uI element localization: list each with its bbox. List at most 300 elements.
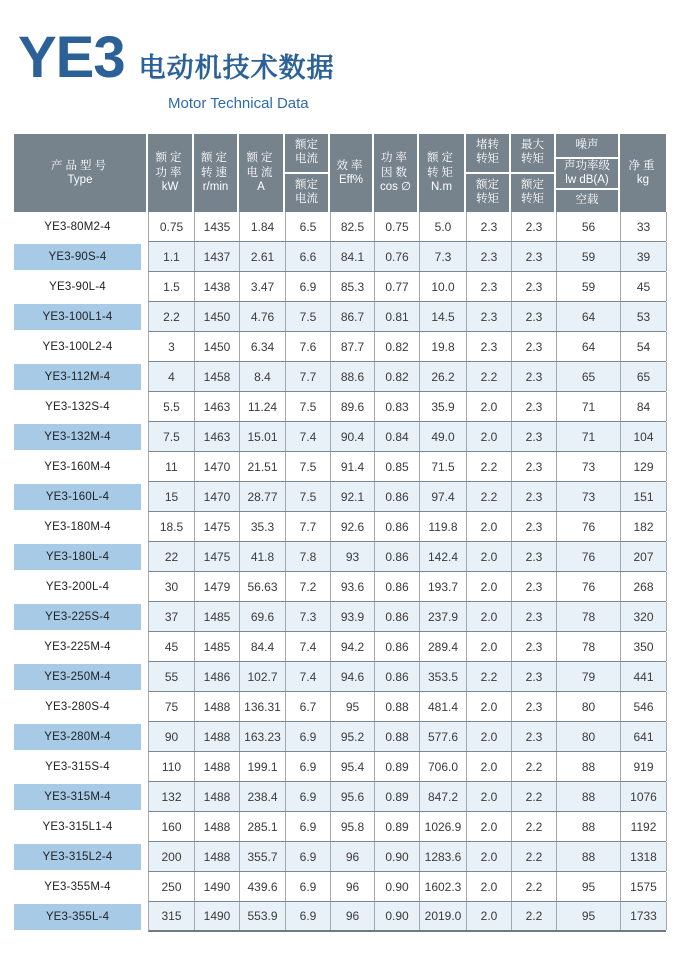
cell-net-weight: 207 (621, 542, 667, 571)
cell-rated-torque: 481.4 (420, 692, 467, 721)
cell-rated-speed: 1450 (195, 302, 240, 331)
cell-rated-torque: 10.0 (420, 272, 467, 301)
cell-rated-power: 90 (149, 722, 195, 751)
row-values (148, 392, 666, 422)
cell-max-torque-ratio: 2.3 (512, 452, 557, 481)
type-cell (14, 424, 141, 450)
cell-rated-speed: 1470 (195, 452, 240, 481)
col-header-rated-current: 额定 电流 A (239, 134, 285, 212)
cell-rated-speed: 1438 (195, 272, 240, 301)
cell-rated-power: 22 (149, 542, 195, 571)
cell-max-torque-ratio: 2.3 (512, 632, 557, 661)
cell-max-torque-ratio: 2.3 (512, 722, 557, 751)
table-row (14, 632, 666, 662)
cell-noise: 65 (557, 362, 621, 391)
cell-efficiency: 96 (331, 872, 375, 901)
cell-net-weight: 151 (621, 482, 667, 511)
cell-current-ratio: 6.5 (286, 212, 331, 241)
cell-efficiency: 93 (331, 542, 375, 571)
table-row (14, 392, 666, 422)
table-row (14, 662, 666, 692)
cell-efficiency: 95.4 (331, 752, 375, 781)
cell-net-weight: 919 (621, 752, 667, 781)
row-values (148, 842, 666, 872)
cell-noise: 76 (557, 542, 621, 571)
cell-locked-torque-ratio: 2.0 (467, 602, 512, 631)
cell-efficiency: 94.6 (331, 662, 375, 691)
cell-efficiency: 91.4 (331, 452, 375, 481)
cell-rated-torque: 26.2 (420, 362, 467, 391)
cell-rated-torque: 289.4 (420, 632, 467, 661)
cell-power-factor: 0.84 (375, 422, 420, 451)
row-values (148, 362, 666, 392)
cell-rated-speed: 1485 (195, 632, 240, 661)
cell-efficiency: 93.6 (331, 572, 375, 601)
cell-locked-torque-ratio: 2.3 (467, 302, 512, 331)
col-header-power-factor: 功率 因数 cos ∅ (374, 134, 419, 212)
type-cell (14, 812, 141, 842)
cell-rated-power: 1.1 (149, 242, 195, 271)
cell-locked-torque-ratio: 2.0 (467, 782, 512, 811)
cell-net-weight: 1575 (621, 872, 667, 901)
cell-net-weight: 441 (621, 662, 667, 691)
cell-power-factor: 0.86 (375, 632, 420, 661)
cell-rated-current: 136.31 (240, 692, 286, 721)
cell-rated-power: 315 (149, 902, 195, 930)
cell-net-weight: 1192 (621, 812, 667, 841)
cell-locked-torque-ratio: 2.0 (467, 392, 512, 421)
cell-rated-torque: 706.0 (420, 752, 467, 781)
cell-max-torque-ratio: 2.2 (512, 842, 557, 871)
row-values (148, 782, 666, 812)
cell-current-ratio: 7.6 (286, 332, 331, 361)
row-values (148, 482, 666, 512)
col-header-rated-power: 额定 功率 kW (148, 134, 194, 212)
type-cell (14, 664, 141, 690)
col-header-rated-speed: 额定 转速 r/min (194, 134, 239, 212)
table-row (14, 752, 666, 782)
motor-model: YE3-90L-4 (49, 281, 106, 293)
table-row (14, 782, 666, 812)
cell-current-ratio: 7.7 (286, 512, 331, 541)
cell-current-ratio: 7.3 (286, 602, 331, 631)
cell-current-ratio: 6.9 (286, 782, 331, 811)
table-row (14, 572, 666, 602)
cell-rated-torque: 142.4 (420, 542, 467, 571)
motor-model: YE3-225S-4 (45, 611, 110, 623)
cell-efficiency: 95.8 (331, 812, 375, 841)
cell-rated-speed: 1435 (195, 212, 240, 241)
cell-power-factor: 0.86 (375, 602, 420, 631)
cell-locked-torque-ratio: 2.0 (467, 872, 512, 901)
cell-current-ratio: 7.5 (286, 302, 331, 331)
table-row (14, 362, 666, 392)
table-row (14, 902, 666, 932)
row-values (148, 722, 666, 752)
cell-net-weight: 1318 (621, 842, 667, 871)
cell-power-factor: 0.86 (375, 482, 420, 511)
col-header-type: 产品型号 Type (14, 134, 148, 212)
motor-model: YE3-132M-4 (44, 431, 111, 443)
cell-net-weight: 65 (621, 362, 667, 391)
cell-locked-torque-ratio: 2.0 (467, 812, 512, 841)
cell-max-torque-ratio: 2.2 (512, 812, 557, 841)
row-values (148, 512, 666, 542)
cell-rated-torque: 1283.6 (420, 842, 467, 871)
cell-rated-power: 2.2 (149, 302, 195, 331)
cell-max-torque-ratio: 2.3 (512, 212, 557, 241)
cell-net-weight: 182 (621, 512, 667, 541)
row-values (148, 572, 666, 602)
cell-current-ratio: 6.9 (286, 902, 331, 930)
motor-model: YE3-100L1-4 (42, 311, 113, 323)
cell-efficiency: 82.5 (331, 212, 375, 241)
cell-rated-speed: 1463 (195, 392, 240, 421)
cell-locked-torque-ratio: 2.2 (467, 362, 512, 391)
cell-rated-current: 285.1 (240, 812, 286, 841)
cell-rated-current: 199.1 (240, 752, 286, 781)
type-cell (14, 212, 141, 242)
cell-max-torque-ratio: 2.3 (512, 272, 557, 301)
type-cell (14, 572, 141, 602)
cell-net-weight: 641 (621, 722, 667, 751)
cell-rated-power: 11 (149, 452, 195, 481)
motor-model: YE3-100L2-4 (42, 341, 113, 353)
cell-rated-current: 84.4 (240, 632, 286, 661)
cell-current-ratio: 6.9 (286, 722, 331, 751)
cell-rated-speed: 1486 (195, 662, 240, 691)
cell-rated-speed: 1475 (195, 542, 240, 571)
cell-noise: 64 (557, 332, 621, 361)
cell-noise: 95 (557, 902, 621, 930)
table-row (14, 722, 666, 752)
cell-noise: 71 (557, 392, 621, 421)
row-values (148, 212, 666, 242)
cell-rated-power: 18.5 (149, 512, 195, 541)
row-values (148, 662, 666, 692)
cell-rated-current: 4.76 (240, 302, 286, 331)
cell-current-ratio: 6.9 (286, 752, 331, 781)
table-row (14, 242, 666, 272)
cell-power-factor: 0.88 (375, 692, 420, 721)
cell-efficiency: 95.6 (331, 782, 375, 811)
motor-model: YE3-90S-4 (48, 251, 107, 263)
cell-efficiency: 93.9 (331, 602, 375, 631)
row-values (148, 272, 666, 302)
cell-rated-speed: 1458 (195, 362, 240, 391)
cell-power-factor: 0.82 (375, 332, 420, 361)
type-cell (14, 272, 141, 302)
cell-rated-torque: 5.0 (420, 212, 467, 241)
cell-rated-torque: 71.5 (420, 452, 467, 481)
cell-rated-current: 1.84 (240, 212, 286, 241)
cell-efficiency: 96 (331, 902, 375, 930)
cell-rated-current: 11.24 (240, 392, 286, 421)
cell-rated-power: 7.5 (149, 422, 195, 451)
cell-current-ratio: 7.5 (286, 392, 331, 421)
cell-rated-torque: 97.4 (420, 482, 467, 511)
cell-current-ratio: 7.5 (286, 452, 331, 481)
cell-rated-current: 2.61 (240, 242, 286, 271)
table-row (14, 452, 666, 482)
cell-net-weight: 84 (621, 392, 667, 421)
table-row (14, 422, 666, 452)
cell-current-ratio: 7.7 (286, 362, 331, 391)
cell-rated-torque: 35.9 (420, 392, 467, 421)
cell-noise: 76 (557, 572, 621, 601)
cell-locked-torque-ratio: 2.0 (467, 422, 512, 451)
cell-rated-current: 355.7 (240, 842, 286, 871)
cell-max-torque-ratio: 2.3 (512, 362, 557, 391)
cell-noise: 59 (557, 272, 621, 301)
cell-efficiency: 87.7 (331, 332, 375, 361)
cell-rated-current: 3.47 (240, 272, 286, 301)
cell-rated-speed: 1490 (195, 902, 240, 930)
col-header-locked-torque-ratio: 堵转 转矩 额定 转矩 (466, 134, 511, 212)
cell-net-weight: 320 (621, 602, 667, 631)
cell-power-factor: 0.75 (375, 212, 420, 241)
cell-max-torque-ratio: 2.3 (512, 692, 557, 721)
cell-rated-power: 3 (149, 332, 195, 361)
cell-rated-current: 35.3 (240, 512, 286, 541)
cell-locked-torque-ratio: 2.2 (467, 482, 512, 511)
row-values (148, 752, 666, 782)
cell-locked-torque-ratio: 2.0 (467, 752, 512, 781)
motor-model: YE3-160L-4 (45, 491, 110, 503)
cell-rated-torque: 14.5 (420, 302, 467, 331)
cell-max-torque-ratio: 2.2 (512, 752, 557, 781)
cell-rated-power: 37 (149, 602, 195, 631)
cell-noise: 71 (557, 422, 621, 451)
row-values (148, 872, 666, 902)
cell-rated-torque: 2019.0 (420, 902, 467, 930)
type-cell (14, 332, 141, 362)
table-row (14, 812, 666, 842)
table-row (14, 872, 666, 902)
motor-model: YE3-132S-4 (45, 401, 110, 413)
cell-net-weight: 53 (621, 302, 667, 331)
cell-noise: 76 (557, 512, 621, 541)
cell-noise: 56 (557, 212, 621, 241)
cell-efficiency: 96 (331, 842, 375, 871)
cell-power-factor: 0.81 (375, 302, 420, 331)
cell-power-factor: 0.89 (375, 812, 420, 841)
table-row (14, 212, 666, 242)
col-header-noise: 噪声 声功率级 lw dB(A) 空载 (556, 134, 620, 212)
cell-net-weight: 350 (621, 632, 667, 661)
motor-model: YE3-225M-4 (44, 641, 111, 653)
cell-rated-torque: 7.3 (420, 242, 467, 271)
type-cell (14, 484, 141, 510)
cell-locked-torque-ratio: 2.0 (467, 572, 512, 601)
motor-model: YE3-315L1-4 (42, 821, 113, 833)
cell-rated-power: 30 (149, 572, 195, 601)
motor-model: YE3-180L-4 (45, 551, 110, 563)
cell-current-ratio: 6.9 (286, 842, 331, 871)
cell-rated-power: 75 (149, 692, 195, 721)
table-row (14, 692, 666, 722)
cell-efficiency: 90.4 (331, 422, 375, 451)
table-row (14, 542, 666, 572)
motor-model: YE3-180M-4 (44, 521, 111, 533)
cell-max-torque-ratio: 2.3 (512, 242, 557, 271)
page-title-en: Motor Technical Data (168, 95, 309, 112)
cell-locked-torque-ratio: 2.3 (467, 332, 512, 361)
cell-current-ratio: 6.9 (286, 272, 331, 301)
cell-noise: 80 (557, 722, 621, 751)
cell-noise: 80 (557, 692, 621, 721)
cell-max-torque-ratio: 2.2 (512, 902, 557, 930)
cell-rated-torque: 1602.3 (420, 872, 467, 901)
cell-current-ratio: 7.8 (286, 542, 331, 571)
cell-rated-current: 553.9 (240, 902, 286, 930)
cell-power-factor: 0.89 (375, 782, 420, 811)
cell-rated-power: 55 (149, 662, 195, 691)
cell-efficiency: 85.3 (331, 272, 375, 301)
table-header-row (14, 134, 666, 212)
cell-net-weight: 1733 (621, 902, 667, 930)
table-row (14, 482, 666, 512)
cell-locked-torque-ratio: 2.0 (467, 902, 512, 930)
cell-efficiency: 89.6 (331, 392, 375, 421)
cell-efficiency: 88.6 (331, 362, 375, 391)
cell-efficiency: 92.6 (331, 512, 375, 541)
motor-data-table (14, 134, 666, 932)
cell-rated-power: 250 (149, 872, 195, 901)
cell-rated-torque: 49.0 (420, 422, 467, 451)
cell-rated-torque: 1026.9 (420, 812, 467, 841)
cell-max-torque-ratio: 2.2 (512, 782, 557, 811)
table-row (14, 272, 666, 302)
cell-locked-torque-ratio: 2.0 (467, 692, 512, 721)
cell-rated-speed: 1450 (195, 332, 240, 361)
cell-noise: 79 (557, 662, 621, 691)
cell-net-weight: 1076 (621, 782, 667, 811)
cell-rated-current: 56.63 (240, 572, 286, 601)
motor-model: YE3-200L-4 (45, 581, 110, 593)
cell-rated-speed: 1488 (195, 842, 240, 871)
cell-net-weight: 268 (621, 572, 667, 601)
cell-noise: 88 (557, 782, 621, 811)
col-header-efficiency: 效率 Eff% (330, 134, 374, 212)
cell-max-torque-ratio: 2.3 (512, 662, 557, 691)
cell-max-torque-ratio: 2.3 (512, 392, 557, 421)
cell-max-torque-ratio: 2.3 (512, 302, 557, 331)
cell-max-torque-ratio: 2.3 (512, 572, 557, 601)
type-cell (14, 872, 141, 902)
cell-power-factor: 0.90 (375, 842, 420, 871)
type-cell (14, 244, 141, 270)
type-cell (14, 392, 141, 422)
col-header-rated-torque: 额定 转矩 N.m (419, 134, 466, 212)
cell-power-factor: 0.90 (375, 902, 420, 930)
cell-current-ratio: 7.5 (286, 482, 331, 511)
col-header-net-weight: 净重 kg (628, 159, 658, 186)
cell-rated-torque: 193.7 (420, 572, 467, 601)
cell-rated-speed: 1437 (195, 242, 240, 271)
cell-rated-torque: 119.8 (420, 512, 467, 541)
motor-model: YE3-250M-4 (44, 671, 111, 683)
cell-net-weight: 546 (621, 692, 667, 721)
cell-efficiency: 95 (331, 692, 375, 721)
type-cell (14, 304, 141, 330)
cell-max-torque-ratio: 2.3 (512, 542, 557, 571)
page-header (0, 0, 678, 112)
motor-model: YE3-80M2-4 (44, 221, 111, 233)
row-values (148, 332, 666, 362)
type-cell (14, 844, 141, 870)
cell-rated-speed: 1488 (195, 782, 240, 811)
cell-net-weight: 104 (621, 422, 667, 451)
cell-rated-speed: 1475 (195, 512, 240, 541)
cell-locked-torque-ratio: 2.3 (467, 272, 512, 301)
motor-model: YE3-355M-4 (44, 881, 111, 893)
cell-noise: 95 (557, 872, 621, 901)
cell-rated-torque: 847.2 (420, 782, 467, 811)
cell-noise: 59 (557, 242, 621, 271)
cell-rated-current: 238.4 (240, 782, 286, 811)
table-row (14, 842, 666, 872)
cell-max-torque-ratio: 2.3 (512, 332, 557, 361)
cell-rated-current: 6.34 (240, 332, 286, 361)
cell-rated-torque: 19.8 (420, 332, 467, 361)
cell-efficiency: 95.2 (331, 722, 375, 751)
cell-max-torque-ratio: 2.2 (512, 872, 557, 901)
cell-power-factor: 0.86 (375, 512, 420, 541)
cell-max-torque-ratio: 2.3 (512, 482, 557, 511)
cell-noise: 78 (557, 602, 621, 631)
cell-locked-torque-ratio: 2.0 (467, 512, 512, 541)
page-title-zh: 电动机技术数据 (138, 53, 335, 83)
motor-model: YE3-355L-4 (45, 911, 110, 923)
cell-net-weight: 33 (621, 212, 667, 241)
motor-model: YE3-315S-4 (45, 761, 110, 773)
cell-efficiency: 92.1 (331, 482, 375, 511)
cell-rated-torque: 577.6 (420, 722, 467, 751)
col-header-current-ratio: 额定 电流 额定 电流 (285, 134, 330, 212)
cell-max-torque-ratio: 2.3 (512, 602, 557, 631)
type-cell (14, 544, 141, 570)
cell-power-factor: 0.90 (375, 872, 420, 901)
cell-power-factor: 0.89 (375, 752, 420, 781)
table-row (14, 512, 666, 542)
cell-noise: 73 (557, 482, 621, 511)
cell-rated-current: 69.6 (240, 602, 286, 631)
cell-rated-speed: 1485 (195, 602, 240, 631)
cell-rated-speed: 1488 (195, 692, 240, 721)
cell-rated-power: 200 (149, 842, 195, 871)
cell-rated-power: 5.5 (149, 392, 195, 421)
cell-current-ratio: 7.4 (286, 662, 331, 691)
cell-locked-torque-ratio: 2.2 (467, 662, 512, 691)
cell-rated-current: 15.01 (240, 422, 286, 451)
cell-current-ratio: 7.2 (286, 572, 331, 601)
type-cell (14, 632, 141, 662)
cell-power-factor: 0.83 (375, 392, 420, 421)
cell-net-weight: 54 (621, 332, 667, 361)
type-cell (14, 512, 141, 542)
cell-rated-current: 163.23 (240, 722, 286, 751)
cell-current-ratio: 6.6 (286, 242, 331, 271)
cell-current-ratio: 7.4 (286, 632, 331, 661)
cell-rated-power: 4 (149, 362, 195, 391)
motor-model: YE3-315M-4 (44, 791, 111, 803)
cell-max-torque-ratio: 2.3 (512, 422, 557, 451)
cell-rated-power: 15 (149, 482, 195, 511)
motor-model: YE3-315L2-4 (42, 851, 113, 863)
cell-locked-torque-ratio: 2.3 (467, 212, 512, 241)
type-cell (14, 364, 141, 390)
